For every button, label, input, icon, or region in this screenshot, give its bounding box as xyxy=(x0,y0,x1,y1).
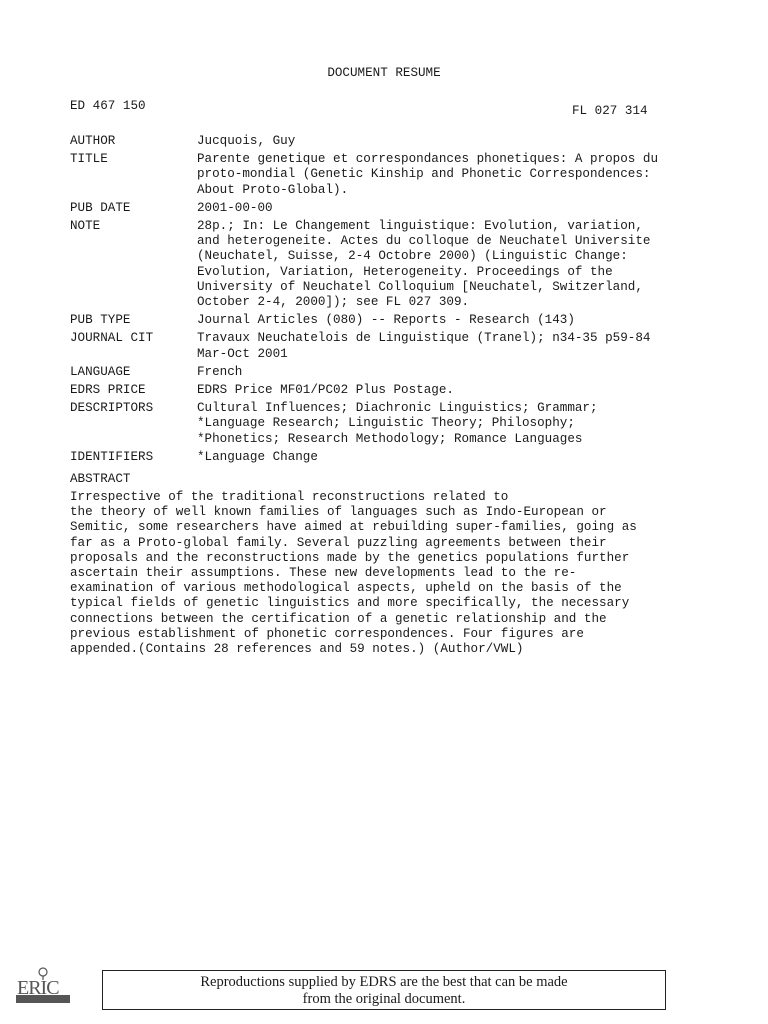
field-label: TITLE xyxy=(70,152,108,167)
field-pub-date xyxy=(70,201,710,216)
abstract-label: ABSTRACT xyxy=(70,472,131,486)
abstract-text: Irrespective of the traditional reconstructions related to the theory of well known families of languages such as Indo-European or Semitic, some researchers have aimed at rebuilding super-families, going as far as a Proto-global family. Several puzzling agreements between their proposals and the reconstructions made by the genetics populations further ascertain their assumptions. These new developments lead to the re- examination of various methodological aspects, upheld on the basis of the typical fields of genetic linguistics and more specifically, the necessary connections between the certification of a genetic relationship and the previous establishment of phonetic correspondences. Four figures are appended.(Contains 28 references and 59 notes.) (Author/VWL) xyxy=(70,490,637,657)
field-descriptors xyxy=(70,401,710,447)
field-label: DESCRIPTORS xyxy=(70,401,154,416)
field-label: JOURNAL CIT xyxy=(70,331,154,346)
field-label: NOTE xyxy=(70,219,101,234)
field-value: Cultural Influences; Diachronic Linguistics; Grammar; *Language Research; Linguistic Theory; Philosophy; *Phonetics; Research Methodology; Romance Languages xyxy=(197,401,598,446)
field-label: PUB TYPE xyxy=(70,313,131,328)
field-journal-cit xyxy=(70,331,710,361)
field-value: Parente genetique et correspondances phonetiques: A propos du proto-mondial (Genetic Kinship and Phonetic Correspondences: About Proto-Global). xyxy=(197,152,659,197)
document-title: DOCUMENT RESUME xyxy=(327,66,441,80)
field-value: EDRS Price MF01/PC02 Plus Postage. xyxy=(197,383,454,398)
eric-logo-text: ERIC xyxy=(17,977,59,999)
fl-number: FL 027 314 xyxy=(572,104,648,118)
footer-notice xyxy=(102,970,666,1010)
field-label: PUB DATE xyxy=(70,200,131,215)
field-value: Travaux Neuchatelois de Linguistique (Tranel); n34-35 p59-84 Mar-Oct 2001 xyxy=(197,331,651,361)
field-pub-type xyxy=(70,313,710,328)
field-identifiers xyxy=(70,450,710,465)
footer-line-2: from the original document. xyxy=(302,991,466,1007)
field-note xyxy=(70,219,710,310)
metadata-fields xyxy=(70,134,710,468)
field-value: Journal Articles (080) -- Reports - Research (143) xyxy=(197,313,575,328)
field-value: 2001-00-00 xyxy=(197,200,273,215)
ed-number: ED 467 150 xyxy=(70,99,146,113)
field-label: IDENTIFIERS xyxy=(70,449,154,464)
field-label: AUTHOR xyxy=(70,134,116,148)
field-value: 28p.; In: Le Changement linguistique: Evolution, variation, and heterogeneite. Actes du colloque de Neuchatel Universite (Neuchatel, Suisse, 2-4 Octobre 2000) (Linguistic Change: Evolution, Variation, Heterogeneity. Proceedings of the University of Neuchatel Colloquium [Neuchatel, Switzerland, October 2-4, 2000]); see FL 027 309. xyxy=(197,219,651,310)
field-author xyxy=(70,134,710,149)
field-edrs-price xyxy=(70,383,710,398)
field-value: French xyxy=(197,364,243,379)
eric-logo-icon xyxy=(14,965,72,1007)
field-label: LANGUAGE xyxy=(70,364,131,379)
field-title xyxy=(70,152,710,198)
field-value: *Language Change xyxy=(197,449,318,464)
footer-line-1: Reproductions supplied by EDRS are the best that can be made xyxy=(200,974,568,990)
field-language xyxy=(70,365,710,380)
field-value: Jucquois, Guy xyxy=(197,134,296,148)
field-label: EDRS PRICE xyxy=(70,383,146,398)
